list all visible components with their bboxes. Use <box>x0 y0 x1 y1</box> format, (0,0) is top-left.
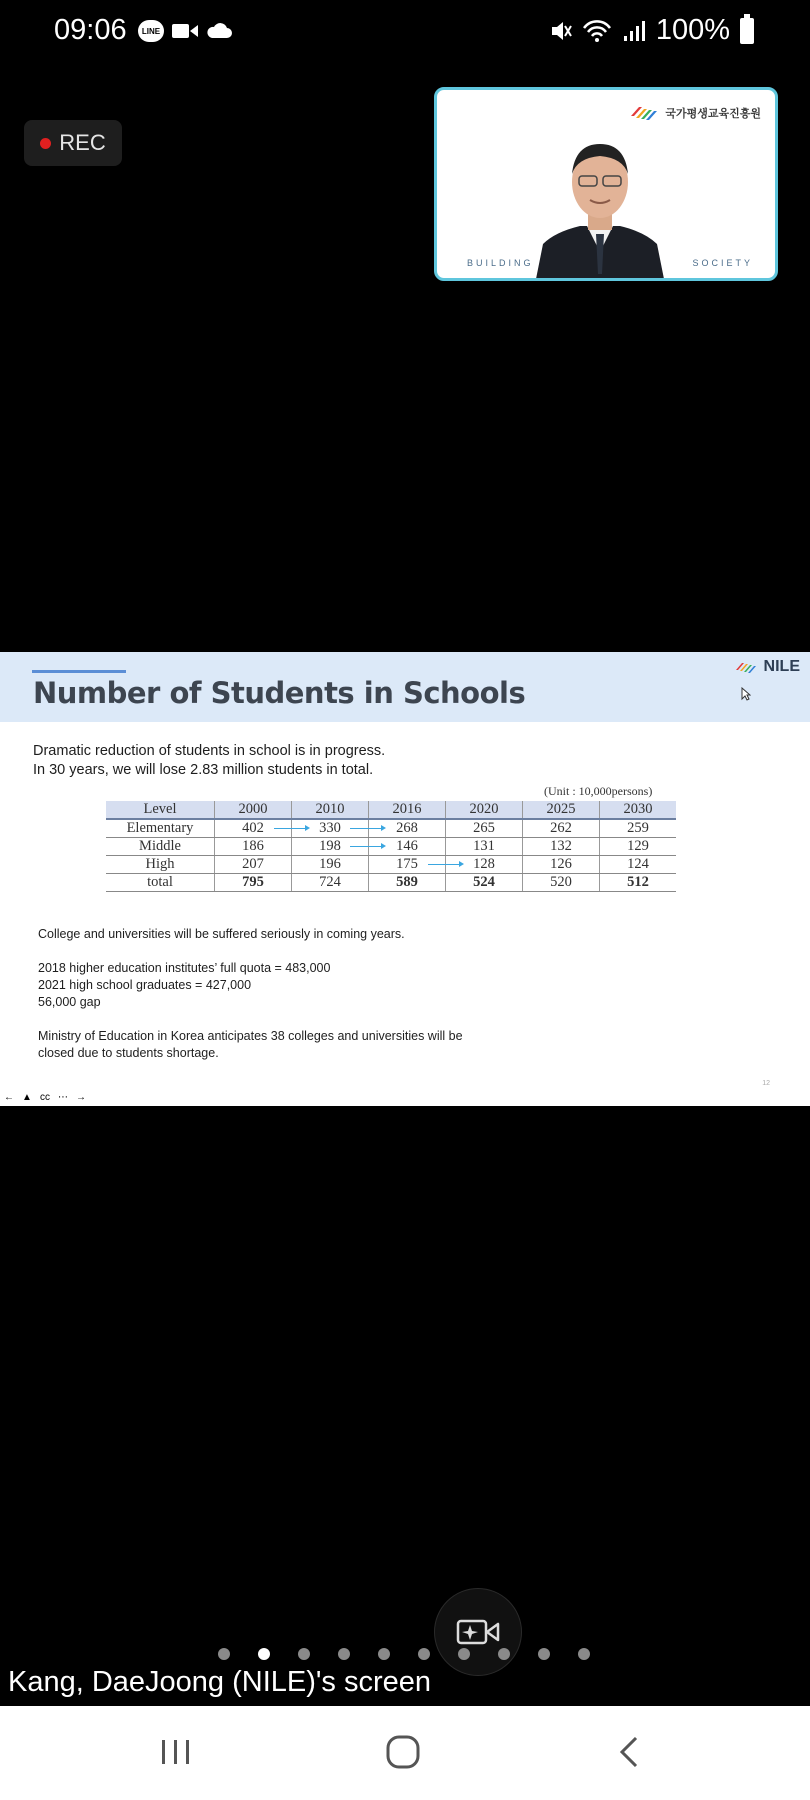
graduates-note: 2021 high school graduates = 427,000 <box>38 978 252 992</box>
students-table <box>106 801 676 892</box>
org-name: 국가평생교육진흥원 <box>665 108 761 120</box>
captions-icon[interactable]: cc <box>40 1091 50 1103</box>
table-cell: 265 <box>446 819 523 838</box>
trend-arrow <box>350 846 384 847</box>
table-row-total <box>106 874 676 892</box>
mute-icon <box>550 19 572 43</box>
table-cell: 207 <box>215 856 292 874</box>
table-cell: 129 <box>600 838 677 856</box>
rec-indicator[interactable] <box>24 120 122 166</box>
table-cell: 196 <box>292 856 369 874</box>
status-time: 09:06 <box>54 14 127 46</box>
backdrop-word-left: BUILDING <box>467 258 534 268</box>
page-indicator <box>218 1648 590 1660</box>
nile-logo <box>735 658 800 676</box>
page-dot[interactable] <box>418 1648 430 1660</box>
table-header-cell: 2000 <box>215 801 292 819</box>
page-dot[interactable] <box>378 1648 390 1660</box>
table-cell: 795 <box>215 874 292 892</box>
slide-title: Number of Students in Schools <box>33 676 526 710</box>
table-header-cell: Level <box>106 801 215 819</box>
table-row <box>106 819 676 838</box>
nile-logo-text: NILE <box>763 658 800 675</box>
table-cell: 124 <box>600 856 677 874</box>
more-icon[interactable]: ⋯ <box>58 1091 68 1103</box>
table-cell: 186 <box>215 838 292 856</box>
screen-share-label: Kang, DaeJoong (NILE)'s screen <box>8 1666 432 1698</box>
table-header-cell: 2020 <box>446 801 523 819</box>
table-row <box>106 838 676 856</box>
home-icon[interactable] <box>383 1732 423 1772</box>
table-cell: total <box>106 874 215 892</box>
record-dot-icon <box>40 138 51 149</box>
page-dot[interactable] <box>578 1648 590 1660</box>
wifi-icon <box>582 19 612 43</box>
header-accent-line <box>32 670 126 673</box>
table-cell: 520 <box>523 874 600 892</box>
table-cell: 198 <box>292 838 369 856</box>
table-cell: 589 <box>369 874 446 892</box>
table-cell: 330 <box>292 819 369 838</box>
prev-slide-icon[interactable]: ← <box>4 1091 14 1103</box>
trend-arrow <box>428 864 462 865</box>
shared-slide <box>0 652 810 1106</box>
table-cell: 175 <box>369 856 446 874</box>
system-nav-bar <box>0 1706 810 1800</box>
table-cell: 132 <box>523 838 600 856</box>
pointer-icon[interactable]: ▲ <box>20 1090 34 1104</box>
gap-note: 56,000 gap <box>38 995 101 1009</box>
trend-arrow <box>274 828 308 829</box>
table-cell: Elementary <box>106 819 215 838</box>
table-header-cell: 2030 <box>600 801 677 819</box>
next-slide-icon[interactable]: → <box>76 1091 86 1103</box>
backdrop-word-right: SOCIETY <box>692 258 753 268</box>
slide-controls <box>2 1090 88 1104</box>
speaker-person-image <box>535 134 665 281</box>
org-logo <box>629 104 761 122</box>
table-header-cell: 2010 <box>292 801 369 819</box>
intro-line-2: In 30 years, we will lose 2.83 million students in total. <box>33 762 374 778</box>
table-cell: 268 <box>369 819 446 838</box>
mouse-cursor-icon <box>741 687 751 701</box>
table-cell: 259 <box>600 819 677 838</box>
battery-percent: 100% <box>655 14 730 46</box>
line-app-icon: LINE <box>138 20 164 42</box>
table-cell: 128 <box>446 856 523 874</box>
page-dot[interactable] <box>538 1648 550 1660</box>
signal-icon <box>622 19 646 43</box>
table-header-row <box>106 801 676 819</box>
trend-arrow <box>350 828 384 829</box>
nile-stripes-icon <box>735 660 761 674</box>
table-cell: High <box>106 856 215 874</box>
table-cell: 262 <box>523 819 600 838</box>
table-cell: 402 <box>215 819 292 838</box>
table-cell: 126 <box>523 856 600 874</box>
quota-note: 2018 higher education institutes’ full quota = 483,000 <box>38 961 331 975</box>
page-dot[interactable] <box>298 1648 310 1660</box>
page-dot[interactable] <box>338 1648 350 1660</box>
notification-icons <box>138 20 232 42</box>
table-header-cell: 2025 <box>523 801 600 819</box>
table-header-cell: 2016 <box>369 801 446 819</box>
ministry-note-1: Ministry of Education in Korea anticipates 38 colleges and universities will be <box>38 1029 463 1043</box>
ministry-note-2: closed due to students shortage. <box>38 1046 219 1060</box>
cloud-icon <box>206 22 232 40</box>
table-row <box>106 856 676 874</box>
table-unit-note: (Unit : 10,000persons) <box>544 784 653 798</box>
page-dot[interactable] <box>458 1648 470 1660</box>
table-cell: Middle <box>106 838 215 856</box>
page-dot[interactable] <box>218 1648 230 1660</box>
page-dot[interactable] <box>498 1648 510 1660</box>
table-cell: 131 <box>446 838 523 856</box>
table-cell: 146 <box>369 838 446 856</box>
intro-line-1: Dramatic reduction of students in school is in progress. <box>33 743 386 759</box>
video-effects-button[interactable] <box>434 1588 522 1676</box>
status-right <box>550 14 754 47</box>
intro-text <box>33 742 385 780</box>
rec-label: REC <box>59 130 106 155</box>
slide-page-number: 12 <box>762 1080 770 1087</box>
table-cell: 724 <box>292 874 369 892</box>
page-dot-active[interactable] <box>258 1648 270 1660</box>
table-cell: 512 <box>600 874 677 892</box>
table-cell: 524 <box>446 874 523 892</box>
back-icon[interactable] <box>610 1732 650 1772</box>
sparkle-camera-icon <box>456 1617 500 1647</box>
college-note: College and universities will be suffered seriously in coming years. <box>38 927 405 941</box>
video-call-icon <box>172 22 198 40</box>
speaker-video-thumbnail[interactable] <box>434 87 778 281</box>
org-stripes-icon <box>629 104 661 122</box>
recent-apps-icon[interactable] <box>156 1732 196 1772</box>
slide-header <box>0 652 810 722</box>
battery-icon <box>740 18 754 44</box>
